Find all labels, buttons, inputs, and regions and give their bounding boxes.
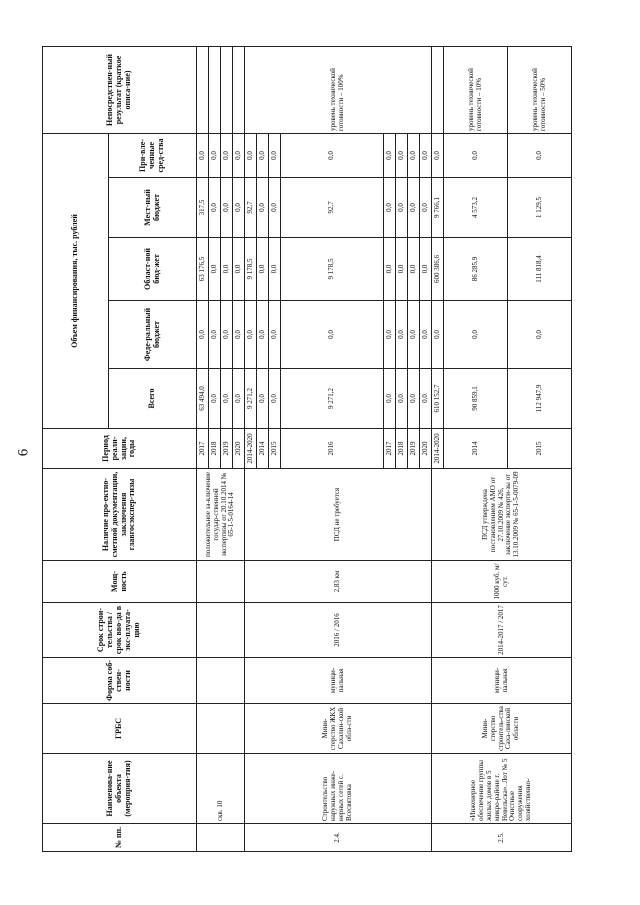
cell-local: 1 129,5 xyxy=(508,178,572,238)
cell-term: 2016 / 2016 xyxy=(245,603,432,658)
cell-attracted: 0,0 xyxy=(396,134,408,178)
cell-period: 2020 xyxy=(233,429,245,469)
cell-federal: 0,0 xyxy=(408,301,420,369)
cell-name: скв. 10 xyxy=(197,754,245,824)
cell-attracted: 0,0 xyxy=(408,134,420,178)
cell-total: 0,0 xyxy=(209,369,221,429)
cell-attracted: 0,0 xyxy=(221,134,233,178)
cell-attracted: 0,0 xyxy=(281,134,384,178)
cell-regional: 0,0 xyxy=(396,238,408,301)
cell-local: 92,7 xyxy=(281,178,384,238)
header-regional: Област-ной бюд-жет xyxy=(109,238,197,301)
cell-docs: положительное за-ключение государ-ственной экспертизы от 20.10.2014 № 65-1-5-0164-14 xyxy=(197,469,245,561)
cell-ownership: муници-пальная xyxy=(245,658,432,704)
cell-result: уровень технической готовности – 100% xyxy=(245,47,432,134)
cell-period: 2016 xyxy=(281,429,384,469)
cell-local: 0,0 xyxy=(221,178,233,238)
header-attracted: При-вле-ченные сред-ства xyxy=(109,134,197,178)
header-period: Период реали-зации, годы xyxy=(43,429,197,469)
header-local: Мест-ный бюджет xyxy=(109,178,197,238)
cell-attracted: 0,0 xyxy=(508,134,572,178)
header-num: № пп. xyxy=(43,824,197,852)
cell-regional: 0,0 xyxy=(209,238,221,301)
cell-regional: 0,0 xyxy=(233,238,245,301)
cell-total: 63 494,0 xyxy=(197,369,209,429)
cell-result xyxy=(209,47,221,134)
cell-federal: 0,0 xyxy=(420,301,432,369)
cell-capacity: 2,83 км xyxy=(245,561,432,603)
cell-attracted: 0,0 xyxy=(245,134,257,178)
cell-grbs xyxy=(197,704,245,754)
cell-result xyxy=(221,47,233,134)
cell-federal: 0,0 xyxy=(269,301,281,369)
cell-period: 2018 xyxy=(209,429,221,469)
header-funding-group: Объем финансирования, тыс. рублей xyxy=(43,134,109,429)
cell-regional: 0,0 xyxy=(420,238,432,301)
header-federal: Феде-ральный бюджет xyxy=(109,301,197,369)
cell-local: 0,0 xyxy=(420,178,432,238)
header-name: Наименова-ние объекта (мероприя-тия) xyxy=(43,754,197,824)
cell-ownership: муници-пальная xyxy=(432,658,572,704)
header-capacity: Мощ-ность xyxy=(43,561,197,603)
cell-regional: 0,0 xyxy=(221,238,233,301)
cell-result: уровень технической готовности – 50% xyxy=(508,47,572,134)
cell-local: 0,0 xyxy=(396,178,408,238)
cell-attracted: 0,0 xyxy=(432,134,444,178)
cell-total: 90 859,1 xyxy=(444,369,508,429)
cell-total: 0,0 xyxy=(396,369,408,429)
header-docs: Наличие про-ектно-сметной документации, заключения главгосэкспер-тизы xyxy=(43,469,197,561)
cell-regional: 111 818,4 xyxy=(508,238,572,301)
cell-period: 2017 xyxy=(384,429,396,469)
cell-regional: 0,0 xyxy=(408,238,420,301)
cell-period: 2017 xyxy=(197,429,209,469)
cell-period: 2014 xyxy=(444,429,508,469)
cell-local: 0,0 xyxy=(233,178,245,238)
cell-regional: 0,0 xyxy=(269,238,281,301)
header-grbs: ГРБС xyxy=(43,704,197,754)
cell-result xyxy=(197,47,209,134)
cell-attracted: 0,0 xyxy=(209,134,221,178)
cell-period: 2015 xyxy=(269,429,281,469)
cell-capacity xyxy=(197,561,245,603)
rotated-table-container xyxy=(42,47,547,852)
cell-total: 0,0 xyxy=(420,369,432,429)
cell-local: 0,0 xyxy=(408,178,420,238)
table-row xyxy=(197,47,209,852)
cell-regional: 9 178,5 xyxy=(245,238,257,301)
cell-period: 2014-2020 xyxy=(432,429,444,469)
cell-period: 2018 xyxy=(396,429,408,469)
header-total: Всего xyxy=(109,369,197,429)
cell-attracted: 0,0 xyxy=(420,134,432,178)
cell-federal: 0,0 xyxy=(197,301,209,369)
cell-attracted: 0,0 xyxy=(444,134,508,178)
cell-total: 0,0 xyxy=(384,369,396,429)
cell-federal: 0,0 xyxy=(396,301,408,369)
cell-name: Строительство наружных инже-нерных сетей с. Всесвятовка xyxy=(245,754,432,824)
header-ownership: Форма соб-ствен-ности xyxy=(43,658,197,704)
cell-total: 9 271,2 xyxy=(281,369,384,429)
cell-regional: 0,0 xyxy=(384,238,396,301)
cell-total: 610 152,7 xyxy=(432,369,444,429)
cell-federal: 0,0 xyxy=(221,301,233,369)
cell-local: 0,0 xyxy=(269,178,281,238)
cell-num: 2.5. xyxy=(432,824,572,852)
cell-total: 0,0 xyxy=(233,369,245,429)
cell-capacity: 1000 куб. м/сут. xyxy=(432,561,572,603)
cell-federal: 0,0 xyxy=(508,301,572,369)
cell-docs: ПСД не требуется xyxy=(245,469,432,561)
cell-total: 112 947,9 xyxy=(508,369,572,429)
cell-period: 2019 xyxy=(221,429,233,469)
cell-federal: 0,0 xyxy=(384,301,396,369)
cell-local: 9 766,1 xyxy=(432,178,444,238)
header-row-1 xyxy=(43,47,109,852)
cell-attracted: 0,0 xyxy=(257,134,269,178)
cell-federal: 0,0 xyxy=(432,301,444,369)
cell-total: 0,0 xyxy=(408,369,420,429)
cell-local: 0,0 xyxy=(257,178,269,238)
cell-result: уровень технической готовности – 10% xyxy=(444,47,508,134)
cell-term: 2014-2017 / 2017 xyxy=(432,603,572,658)
cell-regional: 9 178,5 xyxy=(281,238,384,301)
cell-attracted: 0,0 xyxy=(197,134,209,178)
cell-num: 2.4. xyxy=(245,824,432,852)
cell-federal: 0,0 xyxy=(245,301,257,369)
cell-local: 317,5 xyxy=(197,178,209,238)
cell-federal: 0,0 xyxy=(444,301,508,369)
cell-local: 92,7 xyxy=(245,178,257,238)
table-row xyxy=(432,47,444,852)
cell-total: 0,0 xyxy=(257,369,269,429)
cell-period: 2015 xyxy=(508,429,572,469)
cell-num xyxy=(197,824,245,852)
cell-local: 4 573,2 xyxy=(444,178,508,238)
cell-period: 2020 xyxy=(420,429,432,469)
cell-result xyxy=(432,47,444,134)
cell-federal: 0,0 xyxy=(257,301,269,369)
cell-federal: 0,0 xyxy=(281,301,384,369)
header-result: Непосредствен-ный результат (краткое описа-ние) xyxy=(43,47,197,134)
cell-total: 0,0 xyxy=(221,369,233,429)
cell-attracted: 0,0 xyxy=(233,134,245,178)
cell-federal: 0,0 xyxy=(233,301,245,369)
cell-grbs: Мини-стерство ЖКХ Сахалин-ской обла-сти xyxy=(245,704,432,754)
cell-local: 0,0 xyxy=(384,178,396,238)
cell-docs: ПСД утверждена постановлением АМО от 27.10.2009 № 426, заключение эксперти-зы от 13.10.2009 № 65-1-5-0079-09 xyxy=(432,469,572,561)
financing-table xyxy=(42,46,572,852)
page-number: 6 xyxy=(15,448,32,457)
cell-total: 0,0 xyxy=(269,369,281,429)
cell-ownership xyxy=(197,658,245,704)
cell-grbs: Мини-стерство строитель-ства Саха-линской области xyxy=(432,704,572,754)
cell-attracted: 0,0 xyxy=(384,134,396,178)
cell-regional: 86 285,9 xyxy=(444,238,508,301)
cell-local: 0,0 xyxy=(209,178,221,238)
cell-period: 2014-2020 xyxy=(245,429,257,469)
cell-regional: 600 386,6 xyxy=(432,238,444,301)
header-term: Срок строи-тельства / срок вво-да в экс-плуата-цию xyxy=(43,603,197,658)
table-row xyxy=(245,47,257,852)
cell-attracted: 0,0 xyxy=(269,134,281,178)
cell-total: 9 271,2 xyxy=(245,369,257,429)
cell-regional: 63 176,5 xyxy=(197,238,209,301)
cell-period: 2019 xyxy=(408,429,420,469)
cell-period: 2014 xyxy=(257,429,269,469)
cell-regional: 0,0 xyxy=(257,238,269,301)
cell-name: «Инженерное обеспечение группы жилых домов в 5 микро-районе г. Невельска». Лот № 5 Очистные сооружения хозяйственно- xyxy=(432,754,572,824)
cell-federal: 0,0 xyxy=(209,301,221,369)
cell-result xyxy=(233,47,245,134)
cell-term xyxy=(197,603,245,658)
